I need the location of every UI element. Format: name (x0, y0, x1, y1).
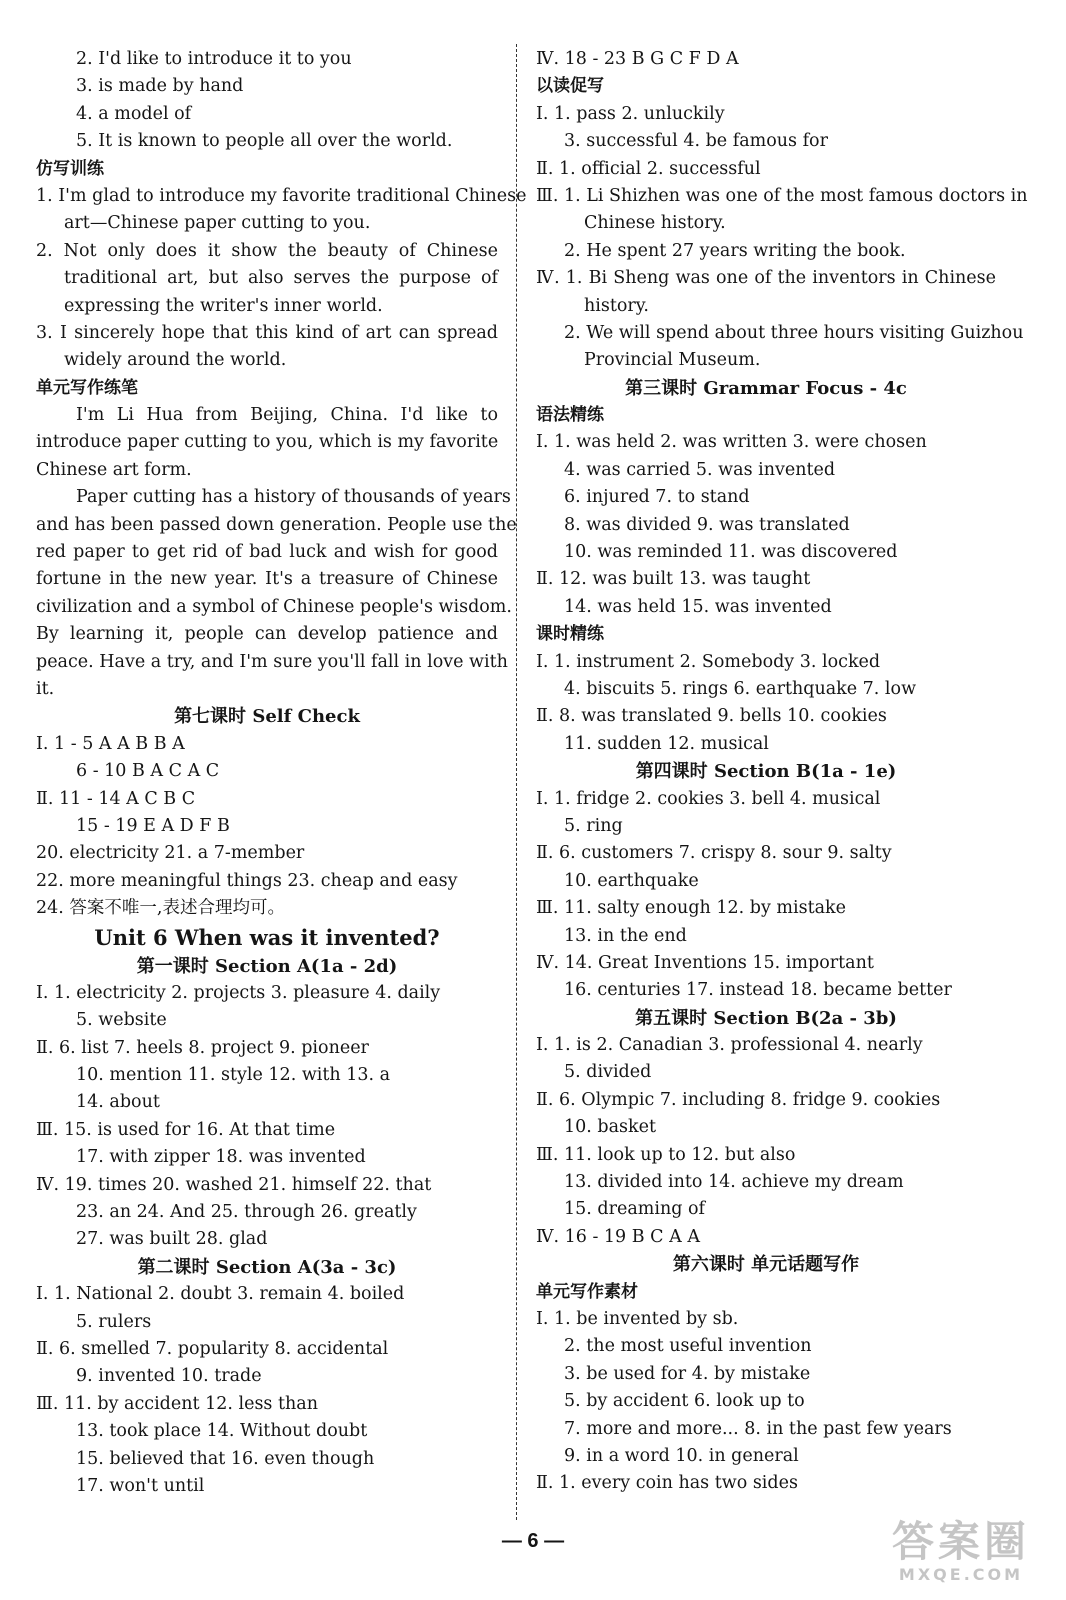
left-line: it. (36, 678, 55, 699)
left-line: 3. I sincerely hope that this kind of art can spread (36, 322, 498, 343)
left-line: 6 - 10 B A C A C (76, 761, 220, 782)
right-line: 2. the most useful invention (564, 1336, 812, 1357)
right-line: 8. was divided 9. was translated (564, 514, 850, 535)
left-line: 20. electricity 21. a 7-member (36, 843, 305, 864)
left-line: Ⅲ. 15. is used for 16. At that time (36, 1119, 336, 1140)
right-line: 2. He spent 27 years writing the book. (564, 240, 906, 261)
right-line: 3. successful 4. be famous for (564, 131, 828, 152)
right-line: Ⅰ. 1. pass 2. unluckily (536, 103, 725, 124)
right-line: Ⅱ. 6. customers 7. crispy 8. sour 9. salty (536, 843, 892, 864)
watermark-logo (892, 1519, 1030, 1584)
right-line: 15. dreaming of (564, 1199, 705, 1220)
left-line: Ⅳ. 19. times 20. washed 21. himself 22. that (36, 1174, 432, 1195)
left-line: 仿写训练 (36, 158, 104, 179)
left-line: 第二课时 Section A(3a - 3c) (137, 1256, 397, 1278)
left-line: Unit 6 When was it invented? (94, 924, 440, 950)
watermark-url: MXQE.COM (898, 1565, 1024, 1584)
left-line: traditional art, but also serves the purpose of (64, 268, 498, 289)
left-line: 第一课时 Section A(1a - 2d) (136, 955, 398, 977)
right-line: 2. We will spend about three hours visiting Guizhou (564, 322, 1024, 343)
left-line: expressing the writer's inner world. (64, 295, 383, 316)
left-line: art—Chinese paper cutting to you. (64, 213, 371, 234)
right-line: 4. biscuits 5. rings 6. earthquake 7. low (564, 678, 917, 699)
right-line: Ⅳ. 16 - 19 B C A A (536, 1226, 700, 1247)
right-line: 课时精练 (536, 624, 604, 645)
left-line: 15 - 19 E A D F B (76, 815, 230, 836)
right-line: 语法精练 (536, 405, 604, 426)
right-line: Ⅱ. 6. Olympic 7. including 8. fridge 9. cookies (536, 1089, 941, 1110)
right-line: 单元写作素材 (536, 1281, 638, 1302)
right-line: Ⅲ. 11. look up to 12. but also (536, 1144, 796, 1165)
left-line: 4. a model of (76, 103, 192, 124)
right-line: 第五课时 Section B(2a - 3b) (635, 1007, 897, 1029)
right-line: Ⅲ. 11. salty enough 12. by mistake (536, 898, 847, 919)
right-line: 4. was carried 5. was invented (564, 459, 836, 480)
left-line: 10. mention 11. style 12. with 13. a (76, 1065, 391, 1086)
page-number: — 6 — (501, 1530, 565, 1552)
right-line: Ⅳ. 14. Great Inventions 15. important (536, 952, 874, 973)
left-line: 2. Not only does it show the beauty of Chinese (36, 240, 498, 261)
left-line: 单元写作练笔 (36, 377, 138, 398)
right-line: 13. divided into 14. achieve my dream (564, 1172, 904, 1193)
left-line: introduce paper cutting to you, which is my favorite (36, 432, 499, 453)
right-line: 13. in the end (564, 925, 687, 946)
left-line: 17. with zipper 18. was invented (76, 1147, 366, 1168)
left-line: Ⅲ. 11. by accident 12. less than (36, 1393, 318, 1414)
left-line: 9. invented 10. trade (76, 1366, 262, 1387)
right-line: Ⅰ. 1. is 2. Canadian 3. professional 4. nearly (536, 1035, 923, 1056)
right-line: Ⅰ. 1. instrument 2. Somebody 3. locked (536, 651, 881, 672)
left-line: Chinese art form. (36, 459, 192, 480)
right-line: 5. ring (564, 815, 623, 836)
right-line: 6. injured 7. to stand (564, 487, 750, 508)
left-line: widely around the world. (64, 350, 287, 371)
left-line: Ⅰ. 1. National 2. doubt 3. remain 4. boiled (36, 1284, 405, 1305)
right-line: Ⅰ. 1. be invented by sb. (536, 1308, 739, 1329)
left-line: 13. took place 14. Without doubt (76, 1421, 368, 1442)
right-line: Ⅰ. 1. fridge 2. cookies 3. bell 4. musical (536, 788, 881, 809)
right-line: Ⅲ. 1. Li Shizhen was one of the most famous doctors in (536, 185, 1028, 206)
left-line: By learning it, people can develop patience and (36, 624, 498, 645)
left-line: red paper to get rid of bad luck and wish for good (36, 542, 498, 563)
left-line: Ⅱ. 6. list 7. heels 8. project 9. pioneer (36, 1037, 369, 1058)
left-line: 5. rulers (76, 1311, 152, 1332)
left-line: 第七课时 Self Check (174, 706, 360, 728)
left-line: fortune in the new year. It's a treasure of Chinese (36, 569, 498, 590)
right-line: 5. divided (564, 1062, 652, 1083)
left-line: Ⅱ. 6. smelled 7. popularity 8. accidental (36, 1338, 389, 1359)
column-divider (516, 44, 517, 1520)
left-line: Ⅰ. 1. electricity 2. projects 3. pleasure 4. daily (36, 982, 441, 1003)
left-line: peace. Have a try, and I'm sure you'll fall in love with (36, 651, 508, 672)
right-line: history. (584, 295, 649, 316)
left-line: 15. believed that 16. even though (76, 1448, 375, 1469)
right-line: 14. was held 15. was invented (564, 596, 832, 617)
right-line: 9. in a word 10. in general (564, 1445, 799, 1466)
left-line: I'm Li Hua from Beijing, China. I'd like to (76, 405, 498, 426)
left-column (36, 46, 527, 1500)
right-line: 11. sudden 12. musical (564, 733, 769, 754)
left-line: 2. I'd like to introduce it to you (76, 49, 352, 69)
right-line: 10. was reminded 11. was discovered (564, 542, 898, 563)
left-line: 5. It is known to people all over the world. (76, 131, 453, 152)
right-line: Ⅱ. 1. official 2. successful (536, 158, 761, 179)
left-line: 14. about (76, 1092, 160, 1113)
left-line: 3. is made by hand (76, 76, 244, 97)
right-line: 16. centuries 17. instead 18. became better (564, 980, 952, 1001)
left-line: 17. won't until (76, 1475, 205, 1496)
left-line: 1. I'm glad to introduce my favorite traditional Chinese (36, 185, 527, 206)
right-line: Ⅳ. 18 - 23 B G C F D A (536, 49, 739, 69)
left-line: Ⅱ. 11 - 14 A C B C (36, 788, 196, 809)
left-line: Paper cutting has a history of thousands of years (76, 487, 511, 508)
left-line: 22. more meaningful things 23. cheap and easy (36, 870, 458, 891)
right-line: 第四课时 Section B(1a - 1e) (635, 761, 897, 783)
left-line: 23. an 24. And 25. through 26. greatly (76, 1202, 417, 1223)
right-line: Ⅱ. 12. was built 13. was taught (536, 569, 811, 590)
left-line: 24. 答案不唯一,表述合理均可。 (36, 898, 285, 919)
right-line: 10. earthquake (564, 870, 699, 891)
right-line: Provincial Museum. (584, 350, 761, 371)
right-line: Ⅱ. 8. was translated 9. bells 10. cookies (536, 706, 887, 727)
left-line: and has been passed down generation. People use the (36, 514, 517, 535)
right-line: 第六课时 单元话题写作 (672, 1254, 860, 1276)
left-line: Ⅰ. 1 - 5 A A B B A (36, 733, 185, 754)
right-line: 5. by accident 6. look up to (564, 1391, 805, 1412)
left-line: 27. was built 28. glad (76, 1229, 268, 1250)
right-line: 10. basket (564, 1117, 657, 1138)
right-line: Chinese history. (584, 213, 726, 234)
left-line: 5. website (76, 1010, 167, 1031)
watermark-text: 答案圈 (891, 1517, 1030, 1566)
right-line: 以读促写 (536, 76, 604, 97)
right-column (536, 46, 1028, 1498)
right-line: 第三课时 Grammar Focus - 4c (625, 377, 907, 399)
left-line: civilization and a symbol of Chinese people's wisdom. (36, 596, 512, 617)
right-line: Ⅰ. 1. was held 2. was written 3. were chosen (536, 432, 927, 453)
right-line: 7. more and more... 8. in the past few years (564, 1418, 952, 1439)
right-line: Ⅱ. 1. every coin has two sides (536, 1473, 798, 1494)
right-line: Ⅳ. 1. Bi Sheng was one of the inventors in Chinese (536, 268, 996, 289)
right-line: 3. be used for 4. by mistake (564, 1363, 811, 1384)
